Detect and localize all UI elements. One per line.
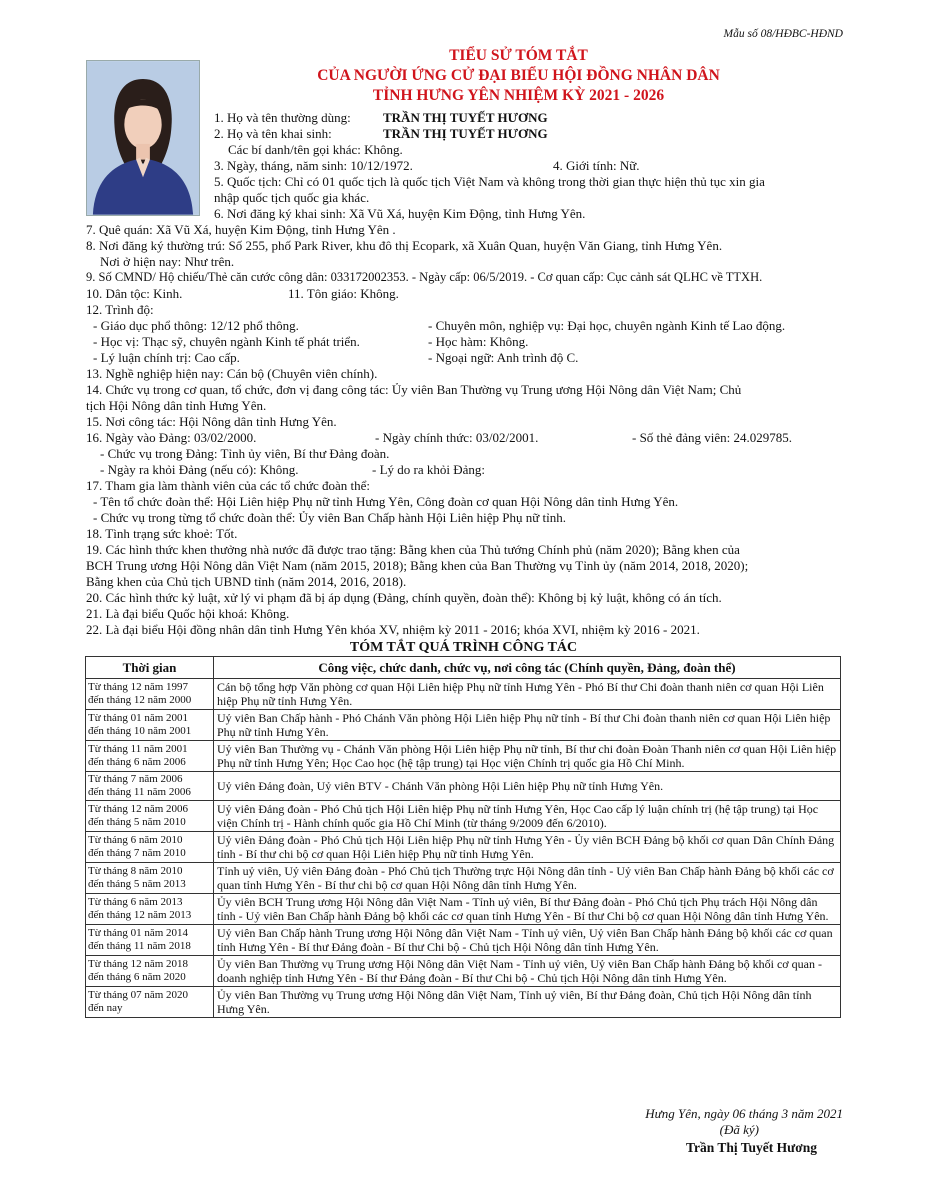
- table-row: [86, 925, 841, 956]
- time-to: đến tháng 11 năm 2006: [88, 786, 191, 798]
- table-row: [86, 801, 841, 832]
- signature-place-date: Hưng Yên, ngày 06 tháng 3 năm 2021: [645, 1106, 843, 1121]
- bio-line-12a: - Giáo dục phổ thông: 12/12 phổ thông.: [93, 318, 299, 333]
- signatory-name: Trần Thị Tuyết Hương: [686, 1140, 817, 1155]
- time-from: Từ tháng 6 năm 2010: [88, 834, 183, 846]
- bio-line-12e: - Lý luận chính trị: Cao cấp.: [93, 350, 240, 365]
- time-from: Từ tháng 07 năm 2020: [88, 989, 189, 1001]
- time-cell: [86, 741, 214, 772]
- bio-line-12: 12. Trình độ:: [86, 302, 154, 317]
- table-row: [86, 863, 841, 894]
- time-from: Từ tháng 12 năm 2018: [88, 958, 189, 970]
- table-row: [86, 741, 841, 772]
- table-row: [86, 894, 841, 925]
- time-cell: [86, 894, 214, 925]
- bio-line-16a: 16. Ngày vào Đảng: 03/02/2000.: [86, 430, 257, 445]
- bio-line-5a: 5. Quốc tịch: Chỉ có 01 quốc tịch là quốc tịch Việt Nam và không trong thời gian thực hiện thủ tục xin gia: [214, 174, 765, 189]
- bio-line-17b: - Chức vụ trong từng tổ chức đoàn thể: Ủy viên Ban Chấp hành Hội Liên hiệp Phụ nữ tỉnh.: [93, 510, 567, 525]
- bio-line-8: 8. Nơi đăng ký thường trú: Số 255, phố Park River, khu đô thị Ecopark, xã Xuân Quan, huyện Văn Giang, tỉnh Hưng Yên.: [86, 238, 723, 253]
- time-cell: [86, 863, 214, 894]
- time-cell: [86, 801, 214, 832]
- title-line-2: CỦA NGƯỜI ỨNG CỬ ĐẠI BIỂU HỘI ĐỒNG NHÂN DÂN: [317, 67, 720, 84]
- bio-line-6: 6. Nơi đăng ký khai sinh: Xã Vũ Xá, huyện Kim Động, tỉnh Hưng Yên.: [214, 206, 586, 221]
- description-cell: Uỷ viên Đảng đoàn, Uỷ viên BTV - Chánh Văn phòng Hội Liên hiệp Phụ nữ tỉnh Hưng Yên.: [214, 772, 841, 801]
- form-code: Mẫu số 08/HĐBC-HĐND: [723, 28, 843, 40]
- time-cell: [86, 925, 214, 956]
- description-cell: Uỷ viên Đảng đoàn - Phó Chủ tịch Hội Liên hiệp Phụ nữ tỉnh Hưng Yên, Học Cao cấp lý luận chính trị (hệ tập trung) tại Học viện Chính trị - Hành chính quốc gia Hồ Chí Minh (từ tháng 9/2009 đến 6/2010).: [214, 801, 841, 832]
- column-header-description: Công việc, chức danh, chức vụ, nơi công tác (Chính quyền, Đảng, đoàn thể): [214, 657, 841, 679]
- bio-line-22: 22. Là đại biểu Hội đồng nhân dân tỉnh Hưng Yên khóa XV, nhiệm kỳ 2011 - 2016; khóa XVI, nhiệm kỳ 2016 - 2021.: [86, 622, 700, 637]
- bio-line-19c: Bằng khen của Chủ tịch UBND tỉnh (năm 2014, 2016, 2018).: [86, 574, 407, 589]
- description-cell: Tỉnh uỷ viên, Uỷ viên Đảng đoàn - Phó Chủ tịch Thường trực Hội Nông dân tỉnh - Uỷ viên Ban Chấp hành Đảng bộ khối các cơ quan tỉnh Hưng Yên - Bí thư chi bộ cơ quan Hội Nông dân tỉnh Hưng Yên.: [214, 863, 841, 894]
- signature-signed-note: (Đã ký): [719, 1122, 759, 1137]
- time-from: Từ tháng 01 năm 2001: [88, 712, 189, 724]
- bio-line-2-value: TRẦN THỊ TUYẾT HƯƠNG: [383, 126, 548, 141]
- time-to: đến tháng 11 năm 2018: [88, 940, 191, 952]
- time-to: đến tháng 5 năm 2013: [88, 878, 186, 890]
- bio-line-14b: tịch Hội Nông dân tỉnh Hưng Yên.: [86, 398, 267, 413]
- time-from: Từ tháng 6 năm 2013: [88, 896, 183, 908]
- bio-line-16d: - Chức vụ trong Đảng: Tỉnh ủy viên, Bí thư Đảng đoàn.: [100, 446, 390, 461]
- time-cell: [86, 679, 214, 710]
- bio-line-8b: Nơi ở hiện nay: Như trên.: [100, 254, 235, 269]
- bio-line-11: 11. Tôn giáo: Không.: [288, 286, 399, 301]
- time-to: đến tháng 7 năm 2010: [88, 847, 186, 859]
- bio-line-13: 13. Nghề nghiệp hiện nay: Cán bộ (Chuyên viên chính).: [86, 366, 378, 381]
- time-cell: [86, 987, 214, 1018]
- time-to: đến tháng 5 năm 2010: [88, 816, 186, 828]
- time-from: Từ tháng 8 năm 2010: [88, 865, 183, 877]
- description-cell: Uỷ viên Ban Chấp hành Trung ương Hội Nông dân Việt Nam - Tỉnh uỷ viên, Uỷ viên Ban Chấp hành Đảng bộ khối các cơ quan tỉnh Hưng Yên - Bí thư Đảng đoàn - Bí thư Chi bộ - Chủ tịch Hội Nông dân tỉnh Hưng Yên.: [214, 925, 841, 956]
- bio-line-21: 21. Là đại biểu Quốc hội khoá: Không.: [86, 606, 290, 621]
- time-cell: [86, 956, 214, 987]
- bio-line-17a: - Tên tổ chức đoàn thể: Hội Liên hiệp Phụ nữ tỉnh Hưng Yên, Công đoàn cơ quan Hội Nông dân tỉnh Hưng Yên.: [93, 494, 679, 509]
- bio-line-20: 20. Các hình thức kỷ luật, xử lý vi phạm đã bị áp dụng (Đảng, chính quyền, đoàn thể): Không bị kỷ luật, không có án tích.: [86, 590, 722, 605]
- bio-line-12d: - Học hàm: Không.: [428, 334, 529, 349]
- bio-line-5b: nhập quốc tịch quốc gia khác.: [214, 190, 370, 205]
- time-cell: [86, 710, 214, 741]
- bio-line-4: 4. Giới tính: Nữ.: [553, 158, 640, 173]
- bio-line-16f: - Lý do ra khỏi Đảng:: [372, 462, 486, 477]
- time-cell: [86, 772, 214, 801]
- bio-line-16c: - Số thẻ đảng viên: 24.029785.: [632, 430, 792, 445]
- bio-line-16e: - Ngày ra khỏi Đảng (nếu có): Không.: [100, 462, 299, 477]
- portrait-illustration: [87, 61, 199, 215]
- bio-line-12f: - Ngoại ngữ: Anh trình độ C.: [428, 350, 579, 365]
- table-row: [86, 832, 841, 863]
- time-cell: [86, 832, 214, 863]
- bio-line-15: 15. Nơi công tác: Hội Nông dân tỉnh Hưng Yên.: [86, 414, 337, 429]
- description-cell: Uỷ viên Ban Thường vụ - Chánh Văn phòng Hội Liên hiệp Phụ nữ tỉnh, Bí thư chi đoàn Đoàn Thanh niên cơ quan Hội Liên hiệp Phụ nữ tỉnh Hưng Yên; Học Cao học (hệ tập trung) tại Học viện Chính trị quốc gia Hồ Chí Minh.: [214, 741, 841, 772]
- time-from: Từ tháng 11 năm 2001: [88, 743, 188, 755]
- title-line-1: TIỂU SỬ TÓM TẮT: [449, 47, 588, 64]
- time-from: Từ tháng 7 năm 2006: [88, 773, 183, 785]
- bio-line-2b: Các bí danh/tên gọi khác: Không.: [228, 142, 403, 157]
- table-header-row: [86, 657, 841, 679]
- bio-line-3: 3. Ngày, tháng, năm sinh: 10/12/1972.: [214, 158, 413, 173]
- bio-line-10: 10. Dân tộc: Kinh.: [86, 286, 183, 301]
- bio-line-7: 7. Quê quán: Xã Vũ Xá, huyện Kim Động, tỉnh Hưng Yên .: [86, 222, 396, 237]
- bio-line-1-label: 1. Họ và tên thường dùng:: [214, 110, 351, 125]
- bio-line-2-label: 2. Họ và tên khai sinh:: [214, 126, 332, 141]
- description-cell: Uỷ viên Đảng đoàn - Phó Chủ tịch Hội Liên hiệp Phụ nữ tỉnh Hưng Yên - Ủy viên BCH Đảng bộ khối cơ quan Dân Chính Đảng tỉnh - Bí thư chi bộ cơ quan Hội Liên hiệp Phụ nữ tỉnh Hưng Yên.: [214, 832, 841, 863]
- bio-line-9: 9. Số CMND/ Hộ chiếu/Thẻ căn cước công dân: 033172002353. - Ngày cấp: 06/5/2019. - Cơ quan cấp: Cục cảnh sát QLHC về TTXH.: [86, 270, 763, 284]
- bio-line-17: 17. Tham gia làm thành viên của các tổ chức đoàn thể:: [86, 478, 371, 493]
- time-from: Từ tháng 12 năm 2006: [88, 803, 189, 815]
- time-to: đến tháng 6 năm 2020: [88, 971, 186, 983]
- table-row: [86, 679, 841, 710]
- bio-line-12b: - Chuyên môn, nghiệp vụ: Đại học, chuyên ngành Kinh tế Lao động.: [428, 318, 786, 333]
- table-row: [86, 987, 841, 1018]
- time-to: đến tháng 12 năm 2013: [88, 909, 192, 921]
- bio-line-18: 18. Tình trạng sức khoẻ: Tốt.: [86, 526, 238, 541]
- time-to: đến nay: [88, 1002, 123, 1014]
- table-row: [86, 772, 841, 801]
- column-header-time: Thời gian: [86, 657, 214, 679]
- time-to: đến tháng 12 năm 2000: [88, 694, 192, 706]
- bio-line-14a: 14. Chức vụ trong cơ quan, tổ chức, đơn vị đang công tác: Ủy viên Ban Thường vụ Trung ương Hội Nông dân Việt Nam; Chủ: [86, 382, 742, 397]
- description-cell: Cán bộ tổng hợp Văn phòng cơ quan Hội Liên hiệp Phụ nữ tỉnh Hưng Yên - Phó Bí thư Chi đoàn thanh niên cơ quan Hội Liên hiệp Phụ nữ tỉnh Hưng Yên.: [214, 679, 841, 710]
- title-line-3: TỈNH HƯNG YÊN NHIỆM KỲ 2021 - 2026: [372, 87, 665, 104]
- bio-line-19a: 19. Các hình thức khen thưởng nhà nước đã được trao tặng: Bằng khen của Thủ tướng Chính phủ (năm 2020); Bằng khen của: [86, 542, 740, 557]
- description-cell: Uỷ viên Ban Chấp hành - Phó Chánh Văn phòng Hội Liên hiệp Phụ nữ tỉnh - Bí thư Chi đoàn thanh niên cơ quan Hội Liên hiệp Phụ nữ tỉnh Hưng Yên.: [214, 710, 841, 741]
- description-cell: Ủy viên Ban Thường vụ Trung ương Hội Nông dân Việt Nam, Tỉnh uỷ viên, Bí thư Đảng đoàn, Chủ tịch Hội Nông dân tỉnh Hưng Yên.: [214, 987, 841, 1018]
- portrait-photo: [86, 60, 200, 216]
- work-history-title: TÓM TẮT QUÁ TRÌNH CÔNG TÁC: [349, 640, 578, 655]
- description-cell: Ủy viên Ban Thường vụ Trung ương Hội Nông dân Việt Nam - Tỉnh uỷ viên, Uỷ viên Ban Chấp hành Đảng bộ khối cơ quan - doanh nghiệp tỉnh Hưng Yên - Bí thư Đảng đoàn - Bí thư Chi bộ - Chủ tịch Hội Nông dân tỉnh Hưng Yên.: [214, 956, 841, 987]
- bio-line-19b: BCH Trung ương Hội Nông dân Việt Nam (năm 2015, 2018); Bằng khen của Ban Thường vụ Tỉnh ủy (năm 2014, 2018, 2020);: [86, 558, 749, 573]
- time-to: đến tháng 10 năm 2001: [88, 725, 192, 737]
- table-row: [86, 956, 841, 987]
- bio-line-1-value: TRẦN THỊ TUYẾT HƯƠNG: [383, 110, 548, 125]
- time-to: đến tháng 6 năm 2006: [88, 756, 186, 768]
- table-row: [86, 710, 841, 741]
- time-from: Từ tháng 01 năm 2014: [88, 927, 189, 939]
- work-history-table: [85, 656, 841, 1018]
- bio-line-12c: - Học vị: Thạc sỹ, chuyên ngành Kinh tế phát triển.: [93, 334, 360, 349]
- description-cell: Ủy viên BCH Trung ương Hội Nông dân Việt Nam - Tỉnh uỷ viên, Bí thư Đảng đoàn - Phó Chủ tịch Phụ trách Hội Nông dân tỉnh - Uỷ viên Ban Chấp hành Đảng bộ khối các cơ quan tỉnh Hưng Yên - Bí thư Chi bộ cơ quan Hội Nông dân tỉnh Hưng Yên.: [214, 894, 841, 925]
- time-from: Từ tháng 12 năm 1997: [88, 681, 189, 693]
- bio-line-16b: - Ngày chính thức: 03/02/2001.: [375, 430, 539, 445]
